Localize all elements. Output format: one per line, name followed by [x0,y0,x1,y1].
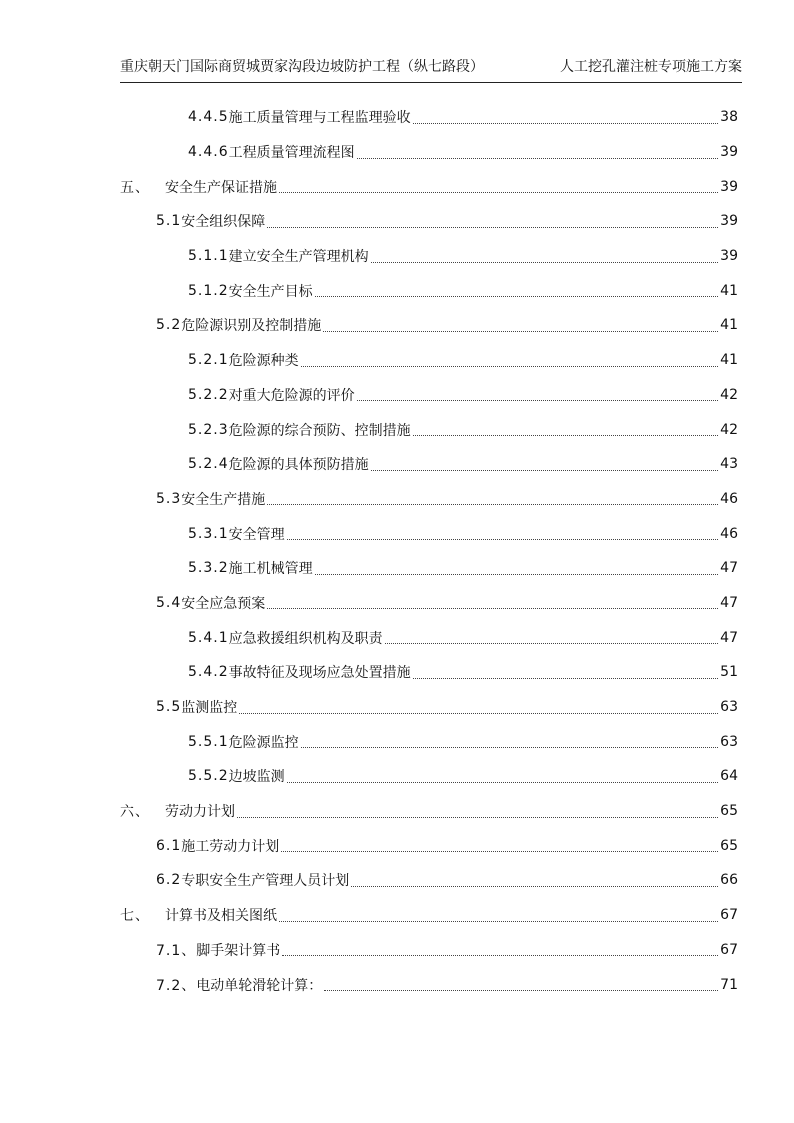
toc-dot-leader [279,921,718,922]
toc-entry[interactable] [120,204,738,239]
toc-dot-leader [315,574,718,575]
header-document-title: 人工挖孔灌注桩专项施工方案 [560,59,742,75]
toc-dot-leader [351,886,718,887]
toc-entry[interactable] [120,482,738,517]
toc-entry-number: 5.5 [156,699,182,716]
toc-entry[interactable] [120,967,738,1002]
toc-entry-title: 安全应急预案 [181,595,266,612]
toc-entry-page-number: 65 [720,803,738,820]
toc-entry-title: 工程质量管理流程图 [228,145,355,162]
toc-entry[interactable] [120,169,738,204]
toc-entry-title: 安全管理 [228,526,285,543]
toc-entry-number: 6.2 [156,872,182,889]
toc-entry-number: 5.2.4 [188,456,229,473]
toc-entry-number: 5.3 [156,490,182,507]
toc-dot-leader [281,851,718,852]
toc-entry-number: 5.4 [156,594,182,611]
toc-entry-number: 五、 [120,179,150,196]
toc-entry-number: 5.4.2 [188,664,229,681]
toc-entry-title: 危险源种类 [228,353,299,370]
toc-entry[interactable] [120,586,738,621]
toc-entry-title: 脚手架计算书 [196,942,281,959]
toc-entry-number: 5.5.2 [188,768,229,785]
toc-entry[interactable] [120,759,738,794]
toc-entry-page-number: 47 [720,560,738,577]
toc-entry-page-number: 63 [720,733,738,750]
toc-dot-leader [371,262,718,263]
toc-dot-leader [371,470,718,471]
toc-entry[interactable] [120,308,738,343]
toc-entry-number: 4.4.6 [188,144,229,161]
toc-entry-number: 5.2 [156,317,182,334]
toc-entry-title: 监测监控 [181,700,238,717]
toc-entry-page-number: 66 [720,872,738,889]
toc-entry[interactable] [120,100,738,135]
toc-entry-page-number: 67 [720,941,738,958]
toc-dot-leader [267,608,718,609]
toc-entry-page-number: 47 [720,594,738,611]
toc-entry[interactable] [120,135,738,170]
toc-entry-page-number: 42 [720,421,738,438]
toc-entry-page-number: 42 [720,386,738,403]
toc-dot-leader [267,227,718,228]
toc-entry-title: 施工质量管理与工程监理验收 [228,110,411,127]
toc-entry-title: 边坡监测 [228,769,285,786]
toc-dot-leader [385,643,718,644]
toc-entry-page-number: 51 [720,664,738,681]
toc-entry-title: 计算书及相关图纸 [165,908,277,925]
toc-dot-leader [357,400,718,401]
toc-dot-leader [282,955,718,956]
toc-entry[interactable] [120,655,738,690]
toc-entry[interactable] [120,933,738,968]
toc-entry-page-number: 46 [720,490,738,507]
toc-entry-title: 事故特征及现场应急处置措施 [228,665,411,682]
toc-entry-title: 安全生产保证措施 [165,179,277,196]
toc-entry-title: 危险源识别及控制措施 [181,318,322,335]
toc-entry-page-number: 64 [720,768,738,785]
toc-entry-page-number: 46 [720,525,738,542]
header-project-title: 重庆朝天门国际商贸城贾家沟段边坡防护工程（纵七路段） [120,59,484,75]
toc-entry-page-number: 39 [720,178,738,195]
toc-entry-page-number: 39 [720,213,738,230]
table-of-contents [120,100,738,1002]
toc-dot-leader [323,331,718,332]
toc-entry-number: 5.5.1 [188,733,229,750]
toc-entry-title: 危险源的具体预防措施 [228,457,369,474]
toc-entry-page-number: 47 [720,629,738,646]
toc-entry[interactable] [120,724,738,759]
toc-entry-number: 5.4.1 [188,629,229,646]
toc-dot-leader [324,990,718,991]
toc-entry-page-number: 67 [720,907,738,924]
toc-entry-number: 5.1.1 [188,248,229,265]
toc-entry[interactable] [120,516,738,551]
toc-entry[interactable] [120,343,738,378]
toc-entry-page-number: 38 [720,109,738,126]
toc-entry-page-number: 71 [720,976,738,993]
toc-entry-number: 六、 [120,804,150,821]
toc-entry[interactable] [120,620,738,655]
toc-entry-page-number: 39 [720,248,738,265]
toc-entry-title: 建立安全生产管理机构 [228,249,369,266]
toc-entry[interactable] [120,447,738,482]
toc-entry-number: 七、 [120,908,150,925]
toc-entry-page-number: 63 [720,699,738,716]
toc-entry-title: 安全生产措施 [181,491,266,508]
toc-entry-number: 5.3.2 [188,560,229,577]
toc-entry[interactable] [120,863,738,898]
toc-entry-title: 危险源监控 [228,734,299,751]
toc-entry[interactable] [120,828,738,863]
toc-entry-page-number: 41 [720,317,738,334]
toc-entry[interactable] [120,898,738,933]
toc-entry-page-number: 41 [720,282,738,299]
toc-entry-page-number: 41 [720,352,738,369]
toc-entry-page-number: 43 [720,456,738,473]
toc-entry[interactable] [120,794,738,829]
toc-dot-leader [237,817,718,818]
toc-entry-title: 安全生产目标 [228,283,313,300]
toc-dot-leader [279,192,718,193]
page-header [120,52,742,83]
toc-entry-title: 危险源的综合预防、控制措施 [228,422,411,439]
toc-dot-leader [287,782,718,783]
toc-entry-title: 电动单轮滑轮计算： [196,977,323,994]
toc-entry[interactable] [120,551,738,586]
toc-entry-title: 施工劳动力计划 [181,838,280,855]
toc-dot-leader [267,504,718,505]
toc-dot-leader [301,747,718,748]
toc-entry-number: 5.2.3 [188,421,229,438]
toc-entry-number: 6.1 [156,837,182,854]
toc-entry[interactable] [120,239,738,274]
toc-dot-leader [413,123,718,124]
toc-dot-leader [315,296,718,297]
toc-entry-number: 7.2、 [156,977,197,994]
toc-entry-page-number: 65 [720,837,738,854]
toc-entry[interactable] [120,690,738,725]
toc-dot-leader [301,366,718,367]
toc-dot-leader [413,435,718,436]
toc-entry-title: 劳动力计划 [165,804,235,821]
toc-dot-leader [287,539,718,540]
toc-entry-title: 安全组织保障 [181,214,266,231]
toc-dot-leader [357,158,718,159]
toc-dot-leader [239,713,718,714]
toc-entry-number: 4.4.5 [188,109,229,126]
toc-entry-number: 5.1 [156,213,182,230]
toc-entry-page-number: 39 [720,144,738,161]
toc-entry[interactable] [120,412,738,447]
toc-entry-number: 5.1.2 [188,282,229,299]
toc-entry[interactable] [120,378,738,413]
toc-entry-number: 5.3.1 [188,525,229,542]
toc-entry-number: 5.2.1 [188,352,229,369]
toc-entry-number: 7.1、 [156,942,197,959]
toc-entry-title: 施工机械管理 [228,561,313,578]
toc-entry-title: 专职安全生产管理人员计划 [181,873,350,890]
toc-entry-title: 应急救援组织机构及职责 [228,630,383,647]
toc-entry-number: 5.2.2 [188,386,229,403]
toc-entry[interactable] [120,273,738,308]
toc-dot-leader [413,678,718,679]
toc-entry-title: 对重大危险源的评价 [228,387,355,404]
